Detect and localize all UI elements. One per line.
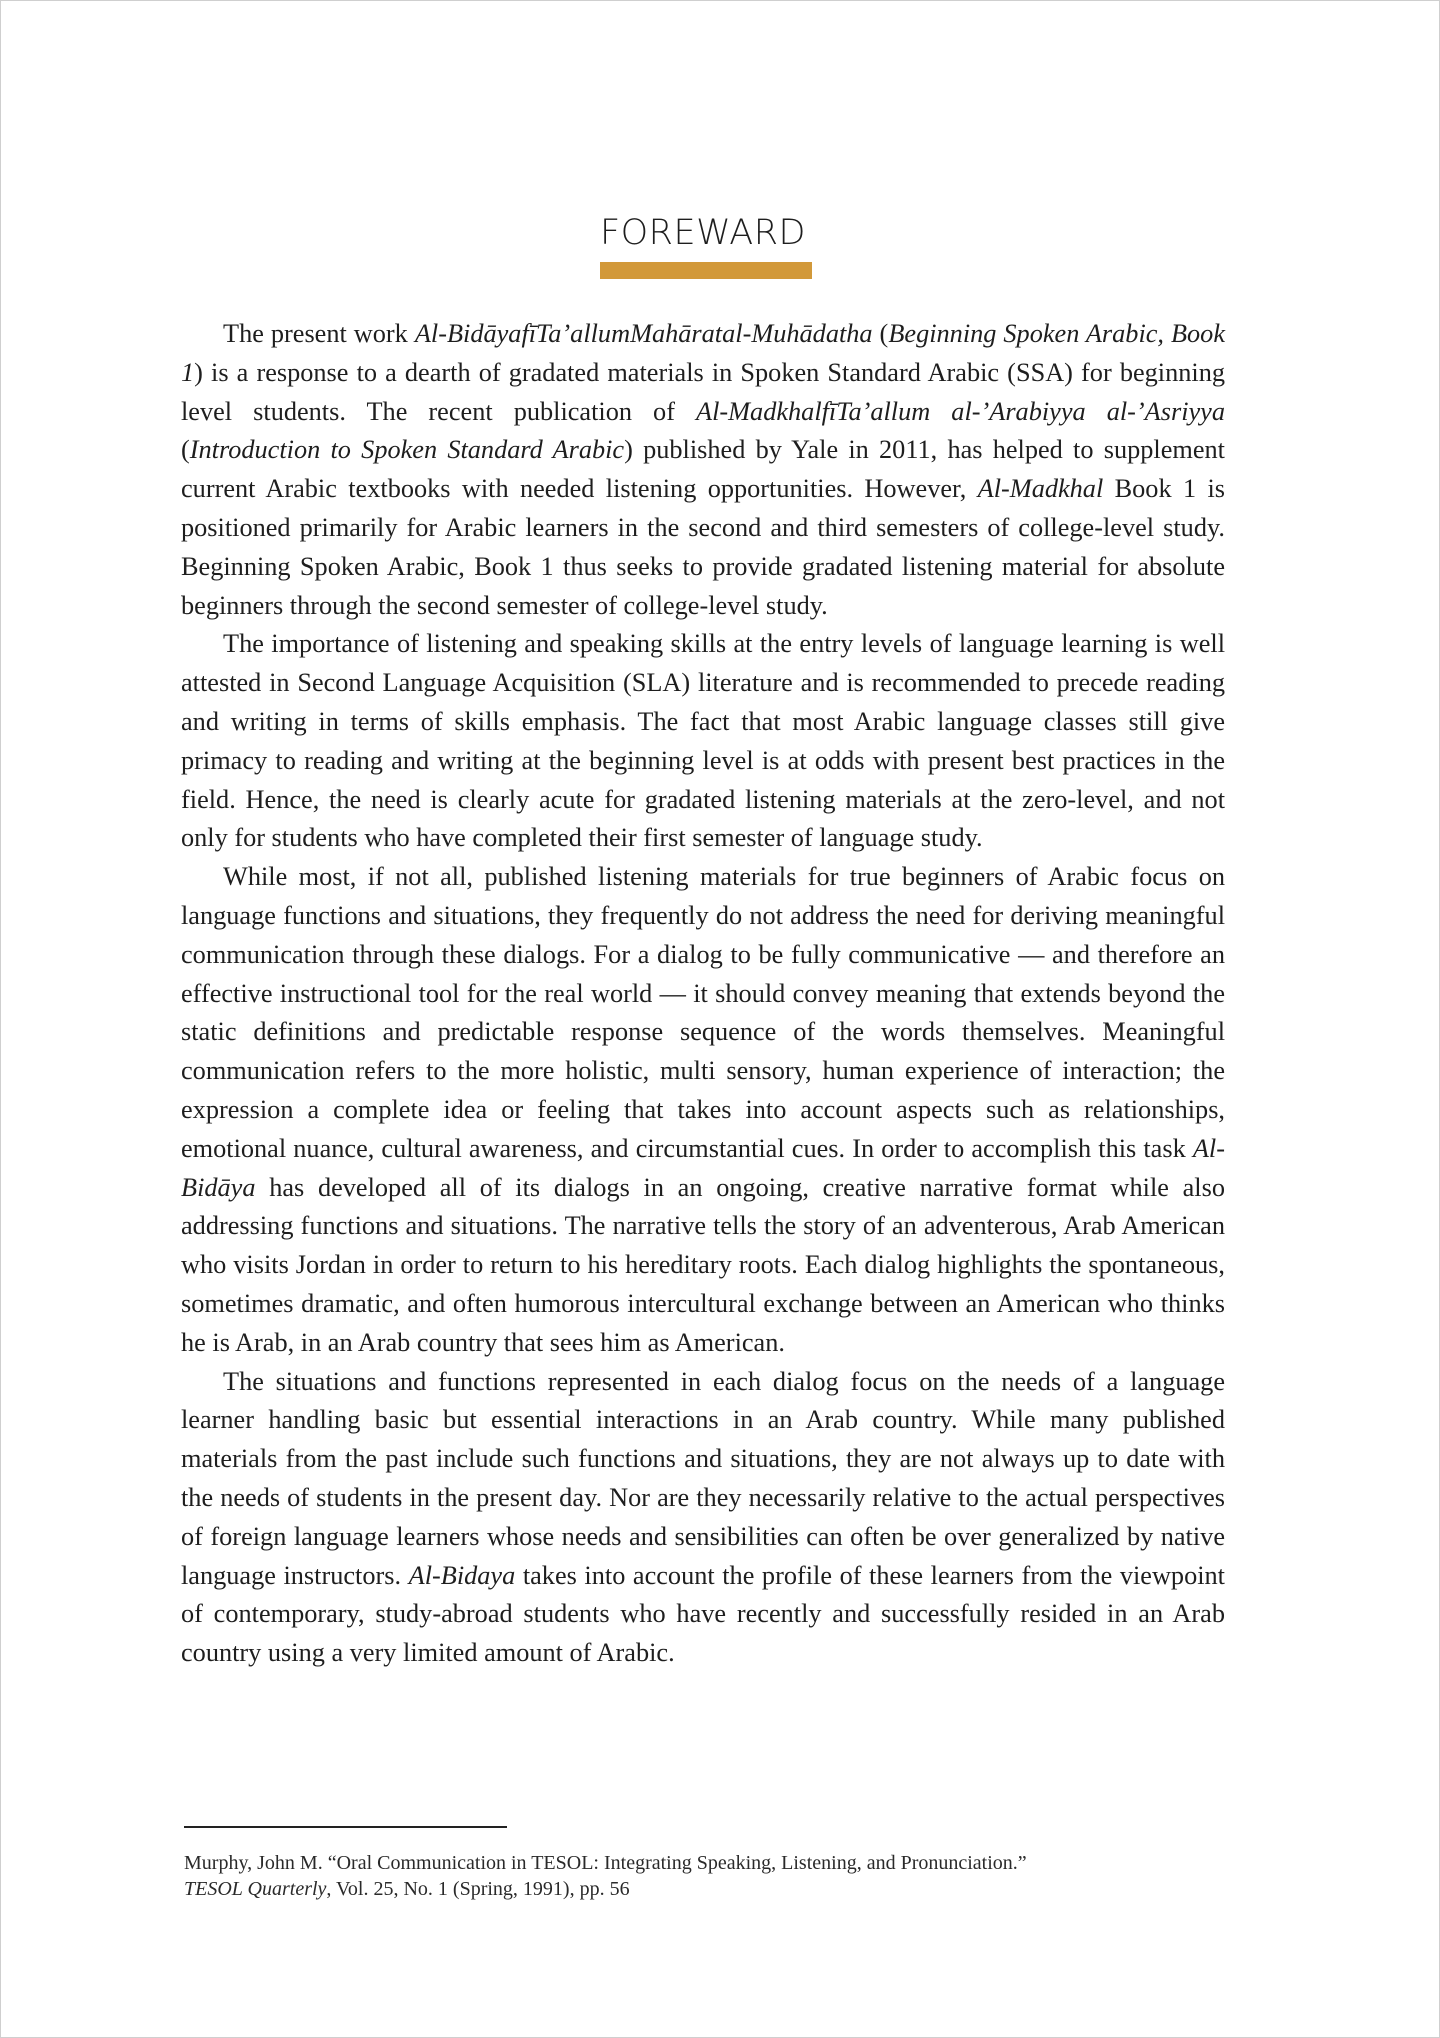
text-run: (	[872, 319, 889, 348]
paragraph-3	[181, 858, 1225, 1362]
paragraph-4	[181, 1363, 1225, 1673]
italic-text-run: Al-BidāyafīTa’allumMahāratal-Muhādatha	[414, 319, 873, 348]
text-run: has developed all of its dialogs in an ongoing, creative narrative format while also addressing functions and situations. The narrative tells the story of an adventerous, Arab American who visits Jordan in order to return to his hereditary roots. Each dialog highlights the spontaneous, sometimes dramatic, and often humorous intercultural exchange between an American who thinks he is Arab, in an Arab country that sees him as American.	[181, 1172, 1225, 1357]
text-run: ) is a response to a dearth of gradated materials in Spoken Standard Arabic (SSA) for beginning level students. The recent publication of	[181, 357, 1225, 426]
text-run: While most, if not all, published listening materials for true beginners of Arabic focus on language functions and situations, they frequently do not address the need for deriving meaningful communication through these dialogs. For a dialog to be fully communicative — and therefore an effective instructional tool for the real world — it should convey meaning that extends beyond the static definitions and predictable response sequence of the words themselves. Meaningful communication refers to the more holistic, multi sensory, human experience of interaction; the expression a complete idea or feeling that takes into account aspects such as relationships, emotional nuance, cultural awareness, and circumstantial cues. In order to accomplish this task	[181, 862, 1225, 1163]
paragraph-2	[181, 625, 1225, 858]
footnote	[184, 1850, 1224, 1902]
page-title: FOREWARD	[599, 213, 807, 253]
footnote-divider	[184, 1826, 507, 1828]
footnote-journal: TESOL Quarterly	[184, 1878, 327, 1900]
text-run: The present work	[223, 319, 415, 348]
footnote-citation: , Vol. 25, No. 1 (Spring, 1991), pp. 56	[326, 1878, 630, 1900]
italic-text-run: Al-MadkhalfīTa’allum al-’Arabiyya al-’Asriyya	[696, 396, 1225, 426]
paragraph-1	[181, 315, 1225, 625]
text-run: Book 1 is positioned primarily for Arabic learners in the second and third semesters of college-level study. Beginning Spoken Arabic, Book 1 thus seeks to provide gradated listening material for absolute beginners through the second semester of college-level study.	[181, 474, 1225, 620]
body-text	[181, 315, 1225, 1673]
italic-text-run: Al-Bidaya	[408, 1560, 516, 1590]
italic-text-run: Introduction to Spoken Standard Arabic	[189, 435, 625, 465]
italic-text-run: Al-Bidāya	[181, 1133, 1225, 1202]
text-run: (	[181, 435, 190, 465]
title-accent-bar	[600, 262, 812, 279]
footnote-line-2	[184, 1876, 1224, 1902]
footnote-line-1: Murphy, John M. “Oral Communication in TESOL: Integrating Speaking, Listening, and Pronunciation.”	[184, 1852, 1027, 1874]
text-run: ) published by Yale in 2011, has helped to supplement current Arabic textbooks with needed listening opportunities. However,	[181, 435, 1225, 504]
text-run: takes into account the profile of these learners from the viewpoint of contemporary, study-abroad students who have recently and successfully resided in an Arab country using a very limited amount of Arabic.	[181, 1560, 1225, 1668]
text-run: The situations and functions represented in each dialog focus on the needs of a language learner handling basic but essential interactions in an Arab country. While many published materials from the past include such functions and situations, they are not always up to date with the needs of students in the present day. Nor are they necessarily relative to the actual perspectives of foreign language learners whose needs and sensibilities can often be over generalized by native language instructors.	[181, 1366, 1225, 1590]
italic-text-run: Al-Madkhal	[977, 474, 1104, 504]
italic-text-run: Beginning Spoken Arabic, Book 1	[181, 319, 1226, 387]
text-run: The importance of listening and speaking skills at the entry levels of language learning is well attested in Second Language Acquisition (SLA) literature and is recommended to precede reading and writing in terms of skills emphasis. The fact that most Arabic language classes still give primacy to reading and writing at the beginning level is at odds with present best practices in the field. Hence, the need is clearly acute for gradated listening materials at the zero-level, and not only for students who have completed their first semester of language study.	[181, 629, 1225, 853]
